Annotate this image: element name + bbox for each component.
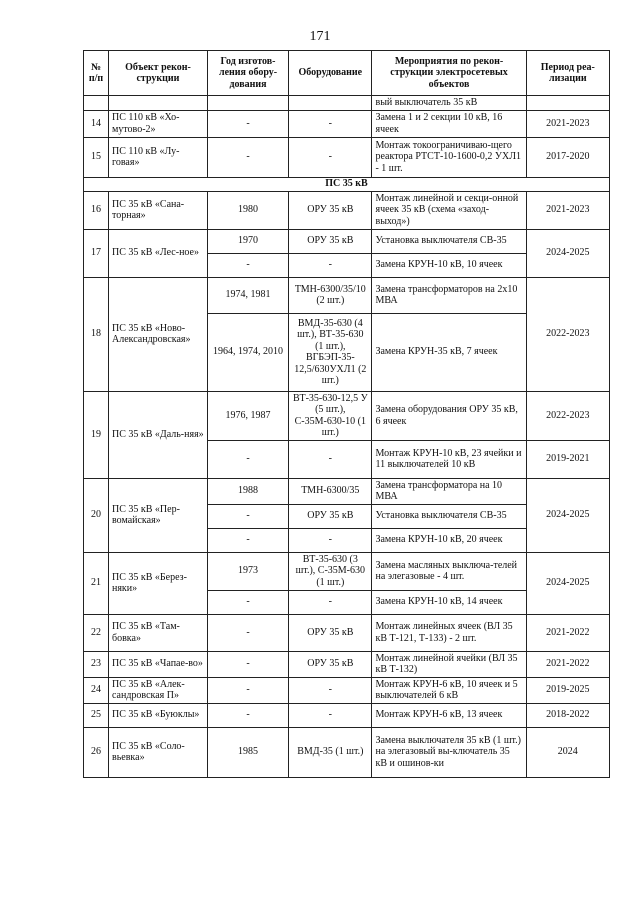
period-cell: 2021-2022 (526, 614, 609, 651)
measure-cell: Замена КРУН-10 кВ, 20 ячеек (372, 528, 526, 552)
carry-over-text: вый выключатель 35 кВ (372, 96, 526, 111)
year-cell: - (207, 614, 288, 651)
year-cell: 1970 (207, 229, 288, 253)
period-cell: 2024-2025 (526, 478, 609, 552)
period-cell: 2024-2025 (526, 229, 609, 277)
table-header-row (84, 51, 610, 96)
period-cell: 2021-2023 (526, 110, 609, 137)
row-number: 16 (84, 191, 109, 229)
table-row (84, 651, 610, 677)
object-cell: ПС 35 кВ «Сана-торная» (108, 191, 207, 229)
year-cell: 1976, 1987 (207, 391, 288, 440)
object-cell: ПС 35 кВ «Лес-ное» (108, 229, 207, 277)
row-number: 26 (84, 727, 109, 777)
year-cell: - (207, 590, 288, 614)
table-row (84, 96, 610, 111)
equipment-cell: ВТ-35-630-12,5 У (5 шт.), С-35М-630-10 (1 шт.) (289, 391, 372, 440)
row-number: 20 (84, 478, 109, 552)
equipment-cell: ОРУ 35 кВ (289, 191, 372, 229)
object-cell: ПС 35 кВ «Алек-сандровская П» (108, 677, 207, 703)
measure-cell: Установка выключателя СВ-35 (372, 229, 526, 253)
measure-cell: Замена выключателя 35 кВ (1 шт.) на элегазовый вы-ключатель 35 кВ и ошинов-ки (372, 727, 526, 777)
row-number: 15 (84, 137, 109, 177)
header-period: Период реа-лизации (526, 51, 609, 96)
equipment-cell: ВМД-35 (1 шт.) (289, 727, 372, 777)
year-cell: 1973 (207, 552, 288, 590)
equipment-cell: - (289, 110, 372, 137)
equipment-cell: ВТ-35-630 (3 шт.), С-35М-630 (1 шт.) (289, 552, 372, 590)
year-cell: - (207, 440, 288, 478)
equipment-cell: - (289, 703, 372, 727)
measure-cell: Монтаж токоограничиваю-щего реактора РТСТ-10-1600-0,2 УХЛ1 - 1 шт. (372, 137, 526, 177)
measure-cell: Замена 1 и 2 секции 10 кВ, 16 ячеек (372, 110, 526, 137)
measure-cell: Замена КРУН-35 кВ, 7 ячеек (372, 313, 526, 391)
equipment-cell: - (289, 590, 372, 614)
equipment-cell: ОРУ 35 кВ (289, 614, 372, 651)
measure-cell: Монтаж КРУН-6 кВ, 13 ячеек (372, 703, 526, 727)
table-row (84, 277, 610, 313)
row-number: 18 (84, 277, 109, 391)
period-cell: 2017-2020 (526, 137, 609, 177)
row-number: 22 (84, 614, 109, 651)
object-cell: ПС 35 кВ «Соло-вьевка» (108, 727, 207, 777)
year-cell: 1988 (207, 478, 288, 504)
table-row (84, 677, 610, 703)
measure-cell: Замена КРУН-10 кВ, 10 ячеек (372, 253, 526, 277)
period-cell: 2024 (526, 727, 609, 777)
period-cell: 2019-2025 (526, 677, 609, 703)
object-cell: ПС 35 кВ «Даль-няя» (108, 391, 207, 478)
year-cell: - (207, 651, 288, 677)
section-row (84, 177, 610, 191)
table-row (84, 614, 610, 651)
object-cell: ПС 35 кВ «Чапае-во» (108, 651, 207, 677)
period-cell: 2021-2023 (526, 191, 609, 229)
year-cell: - (207, 504, 288, 528)
object-cell: ПС 35 кВ «Там-бовка» (108, 614, 207, 651)
object-cell: ПС 35 кВ «Буюклы» (108, 703, 207, 727)
measure-cell: Замена масляных выключа-телей на элегазовые - 4 шт. (372, 552, 526, 590)
equipment-cell: ТМН-6300/35 (289, 478, 372, 504)
table-row (84, 137, 610, 177)
measure-cell: Монтаж КРУН-6 кВ, 10 ячеек и 5 выключателей 6 кВ (372, 677, 526, 703)
year-cell: - (207, 677, 288, 703)
section-title: ПС 35 кВ (84, 177, 610, 191)
year-cell: - (207, 253, 288, 277)
year-cell: - (207, 110, 288, 137)
header-year: Год изготов-ления обору-дования (207, 51, 288, 96)
measure-cell: Замена оборудования ОРУ 35 кВ, 6 ячеек (372, 391, 526, 440)
header-equipment: Оборудование (289, 51, 372, 96)
header-object: Объект рекон-струкции (108, 51, 207, 96)
equipment-cell: ОРУ 35 кВ (289, 229, 372, 253)
year-cell: 1985 (207, 727, 288, 777)
equipment-cell: - (289, 137, 372, 177)
object-cell: ПС 110 кВ «Лу-говая» (108, 137, 207, 177)
period-cell: 2022-2023 (526, 391, 609, 440)
period-cell: 2018-2022 (526, 703, 609, 727)
measure-cell: Монтаж линейной и секци-онной ячеек 35 кВ (схема «заход-выход») (372, 191, 526, 229)
equipment-cell: ТМН-6300/35/10 (2 шт.) (289, 277, 372, 313)
row-number: 14 (84, 110, 109, 137)
table-row (84, 552, 610, 590)
year-cell: 1964, 1974, 2010 (207, 313, 288, 391)
equipment-cell: ВМД-35-630 (4 шт.), ВТ-35-630 (1 шт.), ВГБЭП-35-12,5/630УХЛ1 (2 шт.) (289, 313, 372, 391)
year-cell: 1974, 1981 (207, 277, 288, 313)
row-number: 19 (84, 391, 109, 478)
page-number: 171 (309, 29, 331, 44)
table-row (84, 727, 610, 777)
measure-cell: Замена трансформатора на 10 МВА (372, 478, 526, 504)
table-row (84, 191, 610, 229)
table-row (84, 110, 610, 137)
equipment-cell: - (289, 528, 372, 552)
header-number: № п/п (84, 51, 109, 96)
measure-cell: Монтаж линейных ячеек (ВЛ 35 кВ Т-121, Т-133) - 2 шт. (372, 614, 526, 651)
object-cell: ПС 35 кВ «Пер-вомайская» (108, 478, 207, 552)
row-number: 23 (84, 651, 109, 677)
row-number: 21 (84, 552, 109, 614)
equipment-cell: ОРУ 35 кВ (289, 504, 372, 528)
year-cell: 1980 (207, 191, 288, 229)
equipment-cell: ОРУ 35 кВ (289, 651, 372, 677)
measure-cell: Установка выключателя СВ-35 (372, 504, 526, 528)
period-cell: 2022-2023 (526, 277, 609, 391)
header-measures: Мероприятия по рекон-струкции электросетевых объектов (372, 51, 526, 96)
period-cell: 2019-2021 (526, 440, 609, 478)
year-cell: - (207, 137, 288, 177)
object-cell: ПС 35 кВ «Ново-Александровская» (108, 277, 207, 391)
table-row (84, 391, 610, 440)
equipment-cell: - (289, 440, 372, 478)
table-row (84, 703, 610, 727)
table-row (84, 478, 610, 504)
period-cell: 2021-2022 (526, 651, 609, 677)
row-number: 25 (84, 703, 109, 727)
measure-cell: Замена КРУН-10 кВ, 14 ячеек (372, 590, 526, 614)
year-cell: - (207, 703, 288, 727)
measure-cell: Замена трансформаторов на 2х10 МВА (372, 277, 526, 313)
row-number: 24 (84, 677, 109, 703)
period-cell: 2024-2025 (526, 552, 609, 614)
object-cell: ПС 110 кВ «Хо-мутово-2» (108, 110, 207, 137)
object-cell: ПС 35 кВ «Берез-няки» (108, 552, 207, 614)
equipment-cell: - (289, 677, 372, 703)
reconstruction-table (83, 50, 610, 778)
year-cell: - (207, 528, 288, 552)
measure-cell: Монтаж КРУН-10 кВ, 23 ячейки и 11 выключателей 10 кВ (372, 440, 526, 478)
equipment-cell: - (289, 253, 372, 277)
row-number: 17 (84, 229, 109, 277)
measure-cell: Монтаж линейной ячейки (ВЛ 35 кВ Т-132) (372, 651, 526, 677)
table-row (84, 229, 610, 253)
